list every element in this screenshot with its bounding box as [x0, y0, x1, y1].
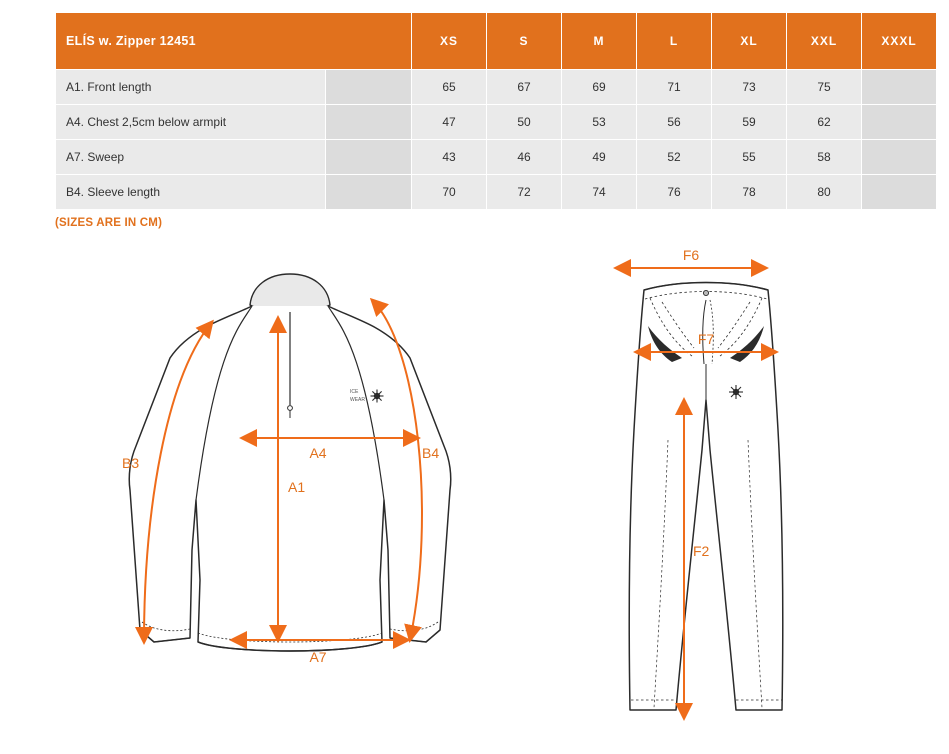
dimension-a1-label: A1: [288, 479, 306, 495]
cell-xs: 65: [412, 70, 487, 105]
dimension-b4-label: B4: [422, 445, 440, 461]
dimension-f2-label: F2: [693, 543, 710, 559]
product-title: ELÍS w. Zipper 12451: [56, 13, 412, 70]
cell-xl: 78: [712, 175, 787, 210]
size-header-xxxl: XXXL: [862, 13, 937, 70]
cell-xxl: 80: [787, 175, 862, 210]
cell-xl: 73: [712, 70, 787, 105]
jacket-technical-drawing: [100, 250, 560, 710]
size-header-m: M: [562, 13, 637, 70]
row-spacer: [326, 70, 412, 105]
cell-xs: 70: [412, 175, 487, 210]
dimension-f6: [616, 247, 766, 268]
row-spacer: [326, 175, 412, 210]
dimension-b3-label: B3: [122, 455, 140, 471]
table-header: [56, 13, 937, 70]
size-header-s: S: [487, 13, 562, 70]
cell-xxxl: [862, 105, 937, 140]
cell-xl: 59: [712, 105, 787, 140]
row-label: A7. Sweep: [56, 140, 326, 175]
cell-l: 52: [637, 140, 712, 175]
cell-s: 46: [487, 140, 562, 175]
cell-l: 76: [637, 175, 712, 210]
cell-m: 53: [562, 105, 637, 140]
row-spacer: [326, 105, 412, 140]
size-header-xl: XL: [712, 13, 787, 70]
cell-xxl: 58: [787, 140, 862, 175]
brand-line-2: WEAR: [350, 397, 365, 403]
cell-xxxl: [862, 175, 937, 210]
cell-xl: 55: [712, 140, 787, 175]
row-spacer: [326, 140, 412, 175]
size-table: [55, 12, 937, 210]
row-label: A1. Front length: [56, 70, 326, 105]
dimension-f6-label: F6: [682, 247, 700, 263]
cell-xxxl: [862, 70, 937, 105]
cell-m: 74: [562, 175, 637, 210]
cell-l: 56: [637, 105, 712, 140]
size-header-xs: XS: [412, 13, 487, 70]
icewear-snowflake-icon: [729, 385, 743, 399]
row-label: A4. Chest 2,5cm below armpit: [56, 105, 326, 140]
dimension-a7-label: A7: [309, 649, 327, 665]
row-label: B4. Sleeve length: [56, 175, 326, 210]
table-row: [56, 140, 937, 175]
cell-s: 50: [487, 105, 562, 140]
table-row: [56, 105, 937, 140]
cell-xs: 43: [412, 140, 487, 175]
cell-s: 67: [487, 70, 562, 105]
cell-m: 69: [562, 70, 637, 105]
cell-xxl: 62: [787, 105, 862, 140]
table-row: [56, 175, 937, 210]
cell-xs: 47: [412, 105, 487, 140]
sizes-unit-note: (SIZES ARE IN CM): [55, 217, 163, 229]
dimension-a4-label: A4: [309, 445, 327, 461]
brand-line-1: ICE: [350, 389, 359, 395]
dimension-f7-label: F7: [697, 331, 715, 347]
table-body: [56, 70, 937, 210]
table-row: [56, 70, 937, 105]
cell-l: 71: [637, 70, 712, 105]
cell-s: 72: [487, 175, 562, 210]
cell-xxxl: [862, 140, 937, 175]
cell-m: 49: [562, 140, 637, 175]
size-header-l: L: [637, 13, 712, 70]
pants-technical-drawing: [580, 240, 900, 740]
cell-xxl: 75: [787, 70, 862, 105]
table-header-row: [56, 13, 937, 70]
size-header-xxl: XXL: [787, 13, 862, 70]
